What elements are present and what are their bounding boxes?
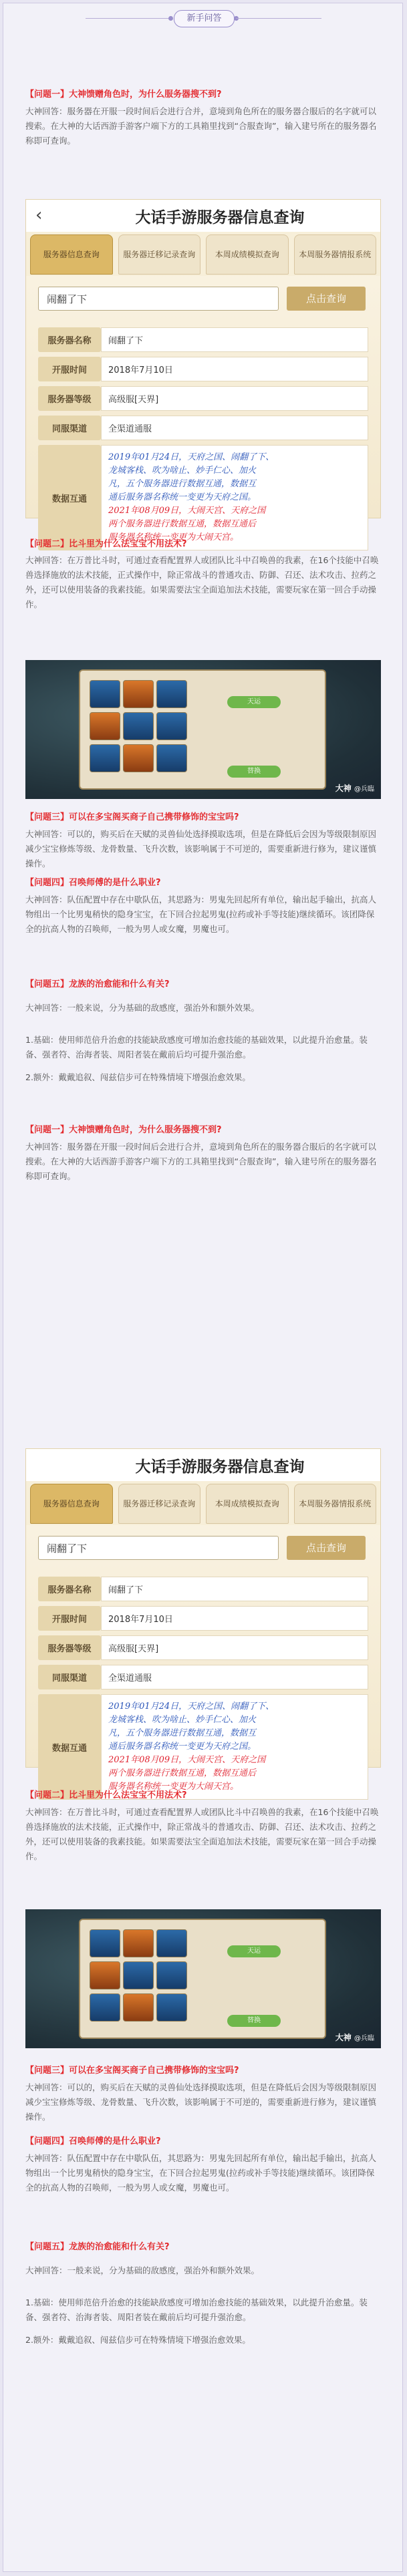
pet-cell [123,680,154,708]
answer-4: 大神回答：队伍配置中存在中歇队伍，其思路为：男鬼先回起所有单位，输出起手输出，抗高人物组出一个比男鬼稍快的隐身宝宝，在下回合拉起男鬼(拉药或补手等技能)继续循环。该团降保全的抗高人物的召唤师，一般为男人或女魔，男魔也可。 [25,895,377,934]
server-info-table [38,1572,368,1804]
table-row [38,1665,368,1689]
question-1: 【问题一】大神馈赠角色时，为什么服务器搜不到? [25,90,222,100]
answer-2: 大神回答：在万普比斗时，可通过查看配置界人或团队比斗中召唤兽的我素，在16个技能中召唤兽选择施放的法术技能，正式操作中，除正常战斗的普通攻击、防御、召还、法术攻击、拉药之外，还可以使用装备的我素技能。如果需要法宝全面追加法术技能，需要玩家在第一回合手动操作。 [25,555,379,609]
pet-cell [90,1929,120,1957]
table-row [38,445,368,550]
panel-button[interactable]: 替换 [227,766,281,778]
tab-migration[interactable]: 服务器迁移记录查询 [118,1484,201,1524]
merge-line: 凡，五个服务器进行数据互通，数据互 [108,1728,257,1738]
answer-3: 大神回答：可以的，购买后在天赋的灵兽仙处选择摸取选项，但是在降低后会因为等级限制原因减少宝宝修炼等级、龙骨数量、飞升次数，该影响属于不可逆的，需要重新进行修为，建议谨慎操作。 [25,2082,377,2122]
pet-cell [123,1929,154,1957]
question-5: 【问题五】龙族的治愈能和什么有关? [25,2242,170,2252]
merge-line: 2021年08月09日，大闹天宫、天府之国 [108,506,266,516]
search-button[interactable]: 点击查询 [287,287,366,311]
answer-5-point-1: 1.基础：使用师范倍升治愈的技能缺敌感度可增加治愈技能的基础效果，以此提升治愈量。装备、强者符、治海者装、周阳者装在戴前后均可提升强治愈。 [25,1035,368,1060]
search-row [38,287,368,312]
row-value: 全渠道通服 [101,1665,368,1689]
pet-cell [90,680,120,708]
table-row [38,416,368,440]
merge-line: 凡，五个服务器进行数据互通，数据互 [108,479,257,489]
answer-4: 大神回答：队伍配置中存在中歇队伍，其思路为：男鬼先回起所有单位，输出起手输出，抗高人物组出一个比男鬼稍快的隐身宝宝，在下回合拉起男鬼(拉药或补手等技能)继续循环。该团降保全的抗高人物的召唤师，一般为男人或女魔，男魔也可。 [25,2153,377,2193]
tab-migration[interactable]: 服务器迁移记录查询 [118,234,201,275]
question-2: 【问题二】比斗里为什么法宝宝不用法术? [25,1790,187,1800]
row-value: 闹翻了下 [101,1577,368,1601]
table-row [38,1606,368,1631]
back-arrow-icon[interactable]: ‹ [35,205,43,225]
answer-5-point-1: 1.基础：使用师范倍升治愈的技能缺敌感度可增加治愈技能的基础效果，以此提升治愈量。装备、强者符、治海者装、周阳者装在戴前后均可提升强治愈。 [25,2297,368,2322]
tab-server-info[interactable]: 服务器信息查询 [30,234,113,275]
card-tabs [26,232,380,276]
answer-1: 大神回答：服务器在开服一段时间后会进行合并，意境到角色所在的服务器合服后的名字就可以搜索。在大神的大话西游手游客户端下方的工具箱里找到“合服查询”，输入建号所在的服务器名称即可查询。 [25,1142,377,1181]
answer-5: 大神回答：一般来说，分为基础的敌感度，强治外和额外效果。 [25,2265,260,2275]
answer-3: 大神回答：可以的，购买后在天赋的灵兽仙处选择摸取选项，但是在降低后会因为等级限制原因减少宝宝修炼等级、龙骨数量、飞升次数，该影响属于不可逆的，需要重新进行修为，建议谨慎操作。 [25,829,377,868]
header-line-right [236,18,321,19]
server-query-card [25,1448,381,1792]
answer-1: 大神回答：服务器在开服一段时间后会进行合并，意境到角色所在的服务器合服后的名字就可以搜索。在大神的大话西游手游客户端下方的工具箱里找到“合服查询”，输入建号所在的服务器名称即可查询。 [25,106,377,146]
table-row [38,1577,368,1601]
data-merge-notes [101,1694,368,1800]
pet-cell [156,712,187,740]
row-value: 闹翻了下 [101,327,368,352]
card-tabs [26,1481,380,1525]
pet-cell [156,1961,187,1989]
question-4: 【问题四】召唤师傅的是什么职业? [25,2136,161,2146]
search-input[interactable]: 闹翻了下 [38,1536,279,1560]
row-key: 同服渠道 [38,416,101,440]
row-key: 服务器名称 [38,1577,101,1601]
section-title: 新手问答 [174,10,235,27]
merge-line: 通后服务器名称统一变更为天府之国。 [108,1742,257,1752]
row-key: 同服渠道 [38,1665,101,1689]
search-input[interactable]: 闹翻了下 [38,287,279,311]
game-screenshot [25,660,381,799]
pet-cell [90,1993,120,2022]
tab-simulation[interactable]: 本周成绩模拟查询 [206,1484,289,1524]
pet-cell [90,1961,120,1989]
watermark: 大神 @兵臨 [335,2033,374,2042]
table-row [38,1635,368,1660]
row-value: 2018年7月10日 [101,1606,368,1631]
question-3: 【问题三】可以在多宝阁买商子自己携带修饰的宝宝吗? [25,812,239,822]
panel-button[interactable]: 替换 [227,2015,281,2027]
row-key: 数据互通 [38,445,101,550]
pet-cell [123,1961,154,1989]
panel-button[interactable]: 天运 [227,696,281,708]
table-row [38,386,368,411]
search-row [38,1536,368,1561]
game-screenshot [25,1909,381,2048]
pet-cell [156,680,187,708]
merge-line: 服务器名称统一变更为大闹天宫。 [108,532,239,542]
row-key: 开服时间 [38,357,101,381]
question-5: 【问题五】龙族的治愈能和什么有关? [25,979,170,989]
tab-intel[interactable]: 本周服务器情报系统 [294,1484,377,1524]
pet-cell [156,1993,187,2022]
merge-line: 两个服务器进行数据互通，数据互通后 [108,1768,257,1778]
row-value: 高级服[天界] [101,386,368,411]
merge-line: 2019年01月24日，天府之国、闹翻了下、 [108,452,275,462]
header-dot-left [168,16,173,21]
tab-simulation[interactable]: 本周成绩模拟查询 [206,234,289,275]
server-info-table [38,323,368,555]
merge-line: 服务器名称统一变更为大闹天宫。 [108,1782,239,1792]
table-row [38,357,368,381]
row-value: 高级服[天界] [101,1635,368,1660]
row-key: 数据互通 [38,1694,101,1800]
merge-line: 2021年08月09日，大闹天宫、天府之国 [108,1755,266,1765]
row-value: 全渠道通服 [101,416,368,440]
merge-line: 龙城客栈、吹为啥止、妙手仁心、加火 [108,466,257,476]
row-value: 2018年7月10日 [101,357,368,381]
card-title-bar [26,1449,380,1481]
question-3: 【问题三】可以在多宝阁买商子自己携带修饰的宝宝吗? [25,2066,239,2076]
pet-cell [123,744,154,772]
row-key: 开服时间 [38,1606,101,1631]
card-title: 大话手游服务器信息查询 [135,208,305,226]
server-query-card [25,199,381,542]
pet-cell [123,1993,154,2022]
merge-line: 2019年01月24日，天府之国、闹翻了下、 [108,1702,275,1712]
pet-cell [90,744,120,772]
pet-cell [156,1929,187,1957]
section-header [0,8,407,29]
pet-cell [90,712,120,740]
data-merge-notes [101,445,368,550]
pet-panel [79,1919,326,2039]
question-4: 【问题四】召唤师傅的是什么职业? [25,878,161,888]
merge-line: 通后服务器名称统一变更为天府之国。 [108,492,257,502]
answer-5-point-2: 2.额外：戴戴追叙、闯兹信步可在特殊情境下增强治愈效果。 [25,1072,251,1082]
row-key: 服务器名称 [38,327,101,352]
table-row [38,327,368,352]
question-2: 【问题二】比斗里为什么法宝宝不用法术? [25,539,187,549]
answer-2: 大神回答：在万普比斗时，可通过查看配置界人或团队比斗中召唤兽的我素，在16个技能中召唤兽选择施放的法术技能，正式操作中，除正常战斗的普通攻击、防御、召还、法术攻击、拉药之外，还可以使用装备的我素技能。如果需要法宝全面追加法术技能，需要玩家在第一回合手动操作。 [25,1807,379,1861]
header-line-left [86,18,171,19]
tab-intel[interactable]: 本周服务器情报系统 [294,234,377,275]
question-1: 【问题一】大神馈赠角色时，为什么服务器搜不到? [25,1125,222,1135]
card-title: 大话手游服务器信息查询 [135,1458,305,1476]
table-row [38,1694,368,1800]
pet-panel [79,669,326,790]
answer-5-point-2: 2.额外：戴戴追叙、闯兹信步可在特殊情境下增强治愈效果。 [25,2335,251,2345]
card-title-bar [26,200,380,232]
row-key: 服务器等级 [38,386,101,411]
watermark: 大神 @兵臨 [335,784,374,793]
pet-cell [123,712,154,740]
merge-line: 两个服务器进行数据互通，数据互通后 [108,519,257,529]
pet-cell [156,744,187,772]
answer-5: 大神回答：一般来说，分为基础的敌感度，强治外和额外效果。 [25,1003,260,1013]
tab-server-info[interactable]: 服务器信息查询 [30,1484,113,1524]
search-button[interactable]: 点击查询 [287,1536,366,1560]
panel-button[interactable]: 天运 [227,1945,281,1957]
merge-line: 龙城客栈、吹为啥止、妙手仁心、加火 [108,1715,257,1725]
row-key: 服务器等级 [38,1635,101,1660]
